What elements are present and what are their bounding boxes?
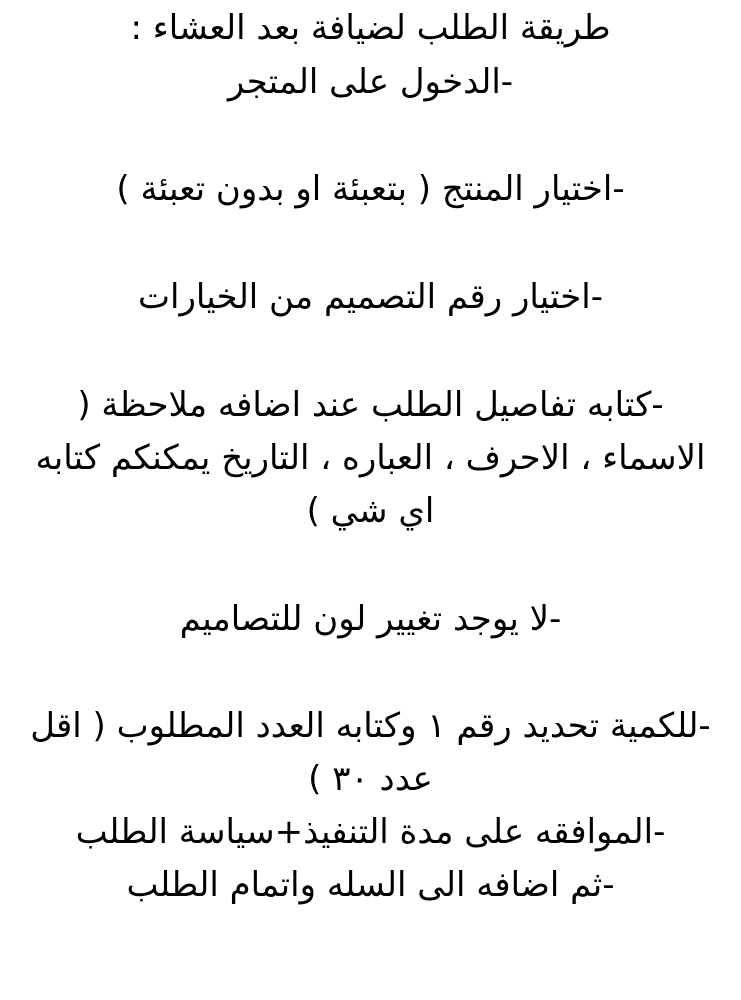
step-choose-product: -اختيار المنتج ( بتعبئة او بدون تعبئة ) [116, 169, 625, 209]
step-write-details-line-1: -كتابه تفاصيل الطلب عند اضافه ملاحظة ( [77, 385, 664, 425]
step-quantity-line-1: -للكمية تحديد رقم ١ وكتابه العدد المطلوب ( اقل [30, 706, 711, 746]
step-quantity-line-2: عدد ٣٠ ) [308, 759, 433, 799]
step-enter-store: -الدخول على المتجر [227, 62, 514, 102]
step-choose-design-number: -اختيار رقم التصميم من الخيارات [138, 277, 603, 317]
step-write-details-line-2: الاسماء ، الاحرف ، العباره ، التاريخ يمكنكم كتابه [35, 438, 706, 478]
note-no-color-change: -لا يوجد تغيير لون للتصاميم [179, 599, 562, 639]
step-add-to-cart: -ثم اضافه الى السله واتمام الطلب [126, 865, 615, 905]
step-write-details-line-3: اي شي ) [306, 491, 435, 531]
heading-order-method: طريقة الطلب لضيافة بعد العشاء : [130, 8, 611, 48]
step-agree-policy: -الموافقه على مدة التنفيذ+سياسة الطلب [75, 812, 666, 852]
